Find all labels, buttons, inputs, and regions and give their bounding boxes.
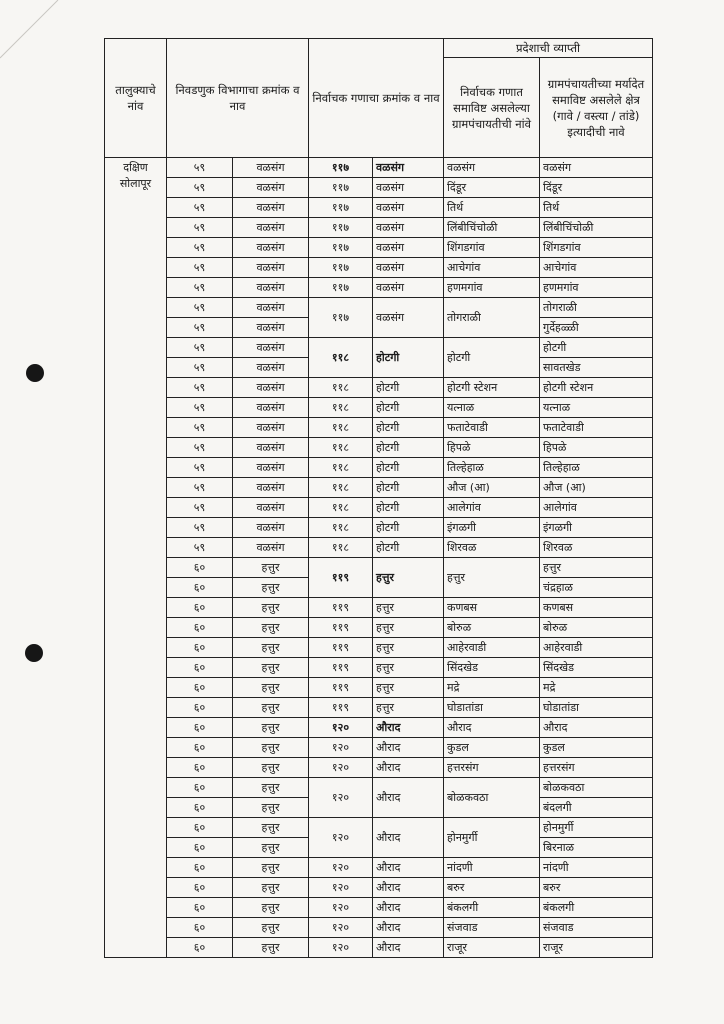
- gan-number: १२०: [309, 878, 373, 898]
- gram-panchayat-name: हत्तरसंग: [444, 758, 540, 778]
- division-number: ५९: [167, 478, 233, 498]
- gan-number: १२०: [309, 818, 373, 858]
- table-row: [105, 218, 653, 238]
- gram-panchayat-name: आलेगांव: [444, 498, 540, 518]
- area-name: आचेगांव: [540, 258, 653, 278]
- gram-panchayat-name: नांदणी: [444, 858, 540, 878]
- gan-name: हत्तुर: [373, 598, 444, 618]
- division-number: ५९: [167, 278, 233, 298]
- table-row: [105, 678, 653, 698]
- area-name: बरुर: [540, 878, 653, 898]
- division-name: हत्तुर: [233, 678, 309, 698]
- division-name: हत्तुर: [233, 598, 309, 618]
- division-number: ६०: [167, 898, 233, 918]
- division-number: ६०: [167, 738, 233, 758]
- gan-number: ११८: [309, 458, 373, 478]
- gan-number: १२०: [309, 938, 373, 958]
- gram-panchayat-name: बोळकवठा: [444, 778, 540, 818]
- division-number: ५९: [167, 418, 233, 438]
- gan-name: वळसंग: [373, 278, 444, 298]
- division-name: वळसंग: [233, 158, 309, 178]
- gan-name: औराद: [373, 818, 444, 858]
- gram-panchayat-name: लिंबीचिंचोळी: [444, 218, 540, 238]
- gan-name: वळसंग: [373, 238, 444, 258]
- division-number: ६०: [167, 858, 233, 878]
- area-name: यत्नाळ: [540, 398, 653, 418]
- gram-panchayat-name: बोरुळ: [444, 618, 540, 638]
- division-name: हत्तुर: [233, 918, 309, 938]
- table-row: [105, 658, 653, 678]
- gan-number: ११८: [309, 378, 373, 398]
- division-name: हत्तुर: [233, 698, 309, 718]
- division-number: ६०: [167, 778, 233, 798]
- division-name: वळसंग: [233, 258, 309, 278]
- gan-number: ११९: [309, 598, 373, 618]
- gan-name: होटगी: [373, 418, 444, 438]
- header-gan: निर्वाचक गणाचा क्रमांक व नाव: [309, 39, 444, 158]
- division-name: हत्तुर: [233, 938, 309, 958]
- gan-number: १२०: [309, 918, 373, 938]
- division-number: ६०: [167, 798, 233, 818]
- division-number: ६०: [167, 758, 233, 778]
- gan-name: होटगी: [373, 498, 444, 518]
- division-number: ६०: [167, 678, 233, 698]
- table-row: [105, 258, 653, 278]
- gram-panchayat-name: आचेगांव: [444, 258, 540, 278]
- division-number: ५९: [167, 438, 233, 458]
- gram-panchayat-name: दिंडूर: [444, 178, 540, 198]
- table-row: [105, 778, 653, 798]
- division-name: वळसंग: [233, 178, 309, 198]
- gan-number: ११७: [309, 298, 373, 338]
- gan-number: ११९: [309, 698, 373, 718]
- constituency-table: [104, 38, 653, 958]
- gan-number: ११८: [309, 338, 373, 378]
- gan-name: वळसंग: [373, 218, 444, 238]
- division-number: ६०: [167, 818, 233, 838]
- table-row: [105, 498, 653, 518]
- table-row: [105, 398, 653, 418]
- division-number: ५९: [167, 498, 233, 518]
- gan-name: हत्तुर: [373, 638, 444, 658]
- division-number: ६०: [167, 698, 233, 718]
- area-name: बोरुळ: [540, 618, 653, 638]
- gan-number: ११७: [309, 258, 373, 278]
- area-name: तोगराळी: [540, 298, 653, 318]
- table-row: [105, 438, 653, 458]
- table-row: [105, 698, 653, 718]
- gan-name: होटगी: [373, 518, 444, 538]
- gan-name: वळसंग: [373, 198, 444, 218]
- area-name: संजवाड: [540, 918, 653, 938]
- gan-name: औराद: [373, 758, 444, 778]
- division-name: वळसंग: [233, 338, 309, 358]
- area-name: होनमुर्गी: [540, 818, 653, 838]
- gram-panchayat-name: औराद: [444, 718, 540, 738]
- division-name: हत्तुर: [233, 838, 309, 858]
- gan-name: औराद: [373, 858, 444, 878]
- gan-number: ११९: [309, 618, 373, 638]
- division-number: ६०: [167, 618, 233, 638]
- table-row: [105, 198, 653, 218]
- gan-name: औराद: [373, 898, 444, 918]
- area-name: लिंबीचिंचोळी: [540, 218, 653, 238]
- division-name: वळसंग: [233, 458, 309, 478]
- division-number: ५९: [167, 398, 233, 418]
- gan-name: हत्तुर: [373, 698, 444, 718]
- division-name: वळसंग: [233, 478, 309, 498]
- gan-name: होटगी: [373, 398, 444, 418]
- gan-name: हत्तुर: [373, 658, 444, 678]
- gram-panchayat-name: तोगराळी: [444, 298, 540, 338]
- gram-panchayat-name: शिरवळ: [444, 538, 540, 558]
- gram-panchayat-name: होटगी: [444, 338, 540, 378]
- division-number: ५९: [167, 158, 233, 178]
- area-name: होटगी: [540, 338, 653, 358]
- division-name: वळसंग: [233, 198, 309, 218]
- area-name: सिंदखेड: [540, 658, 653, 678]
- division-number: ५९: [167, 258, 233, 278]
- area-name: होटगी स्टेशन: [540, 378, 653, 398]
- table-row: [105, 518, 653, 538]
- gan-name: होटगी: [373, 538, 444, 558]
- gram-panchayat-name: सिंदखेड: [444, 658, 540, 678]
- area-name: फताटेवाडी: [540, 418, 653, 438]
- gram-panchayat-name: घोडातांडा: [444, 698, 540, 718]
- division-name: वळसंग: [233, 238, 309, 258]
- division-name: हत्तुर: [233, 638, 309, 658]
- division-name: हत्तुर: [233, 658, 309, 678]
- header-division: निवडणुक विभागाचा क्रमांक व नाव: [167, 39, 309, 158]
- table-row: [105, 858, 653, 878]
- division-number: ५९: [167, 318, 233, 338]
- gan-name: होटगी: [373, 478, 444, 498]
- gan-name: होटगी: [373, 458, 444, 478]
- table-row: [105, 738, 653, 758]
- table-row: [105, 458, 653, 478]
- gram-panchayat-name: तिल्हेहाळ: [444, 458, 540, 478]
- division-name: वळसंग: [233, 358, 309, 378]
- gram-panchayat-name: तिर्थ: [444, 198, 540, 218]
- gan-number: १२०: [309, 718, 373, 738]
- gan-number: ११७: [309, 178, 373, 198]
- division-name: वळसंग: [233, 538, 309, 558]
- division-number: ६०: [167, 718, 233, 738]
- table-row: [105, 638, 653, 658]
- table-row: [105, 718, 653, 738]
- gan-number: ११८: [309, 498, 373, 518]
- division-number: ५९: [167, 518, 233, 538]
- gram-panchayat-name: कुडल: [444, 738, 540, 758]
- page-fold-crease: [0, 0, 60, 60]
- division-number: ६०: [167, 838, 233, 858]
- table-row: [105, 758, 653, 778]
- header-extent: प्रदेशाची व्याप्ती: [444, 39, 653, 58]
- gram-panchayat-name: बंकलगी: [444, 898, 540, 918]
- division-name: वळसंग: [233, 378, 309, 398]
- area-name: बंकलगी: [540, 898, 653, 918]
- gan-name: वळसंग: [373, 258, 444, 278]
- area-name: आहेरवाडी: [540, 638, 653, 658]
- gan-number: १२०: [309, 858, 373, 878]
- table-row: [105, 238, 653, 258]
- gram-panchayat-name: होनमुर्गी: [444, 818, 540, 858]
- gan-number: ११९: [309, 638, 373, 658]
- gram-panchayat-name: यत्नाळ: [444, 398, 540, 418]
- table-row: [105, 918, 653, 938]
- gram-panchayat-name: बरुर: [444, 878, 540, 898]
- gan-number: १२०: [309, 778, 373, 818]
- gan-number: ११८: [309, 518, 373, 538]
- gan-name: औराद: [373, 718, 444, 738]
- area-name: बंदलगी: [540, 798, 653, 818]
- table-row: [105, 158, 653, 178]
- table-row: [105, 558, 653, 578]
- division-number: ५९: [167, 198, 233, 218]
- gan-number: ११९: [309, 678, 373, 698]
- table-row: [105, 478, 653, 498]
- division-number: ६०: [167, 938, 233, 958]
- gram-panchayat-name: शिंगडगांव: [444, 238, 540, 258]
- table-row: [105, 418, 653, 438]
- area-name: मद्रे: [540, 678, 653, 698]
- gan-number: ११९: [309, 558, 373, 598]
- header-taluka: तालुक्याचे नांव: [105, 39, 167, 158]
- division-number: ५९: [167, 298, 233, 318]
- area-name: शिरवळ: [540, 538, 653, 558]
- gan-number: ११७: [309, 218, 373, 238]
- division-name: वळसंग: [233, 518, 309, 538]
- area-name: वळसंग: [540, 158, 653, 178]
- gan-name: वळसंग: [373, 158, 444, 178]
- division-name: वळसंग: [233, 498, 309, 518]
- table-row: [105, 298, 653, 318]
- division-number: ६०: [167, 578, 233, 598]
- gan-name: होटगी: [373, 378, 444, 398]
- gan-name: वळसंग: [373, 298, 444, 338]
- gan-name: औराद: [373, 918, 444, 938]
- header-gp-names: निर्वाचक गणात समाविष्ट असलेल्या ग्रामपंचायतीची नांवे: [444, 58, 540, 158]
- division-name: हत्तुर: [233, 778, 309, 798]
- gan-name: वळसंग: [373, 178, 444, 198]
- gan-name: औराद: [373, 938, 444, 958]
- division-number: ५९: [167, 458, 233, 478]
- area-name: घोडातांडा: [540, 698, 653, 718]
- gan-number: १२०: [309, 758, 373, 778]
- division-name: हत्तुर: [233, 578, 309, 598]
- division-name: वळसंग: [233, 278, 309, 298]
- table-row: [105, 598, 653, 618]
- gan-number: ११७: [309, 158, 373, 178]
- gan-name: हत्तुर: [373, 618, 444, 638]
- gan-number: ११७: [309, 278, 373, 298]
- area-name: हत्तरसंग: [540, 758, 653, 778]
- division-name: वळसंग: [233, 398, 309, 418]
- gan-name: हत्तुर: [373, 558, 444, 598]
- gan-number: ११८: [309, 478, 373, 498]
- gram-panchayat-name: मद्रे: [444, 678, 540, 698]
- gram-panchayat-name: आहेरवाडी: [444, 638, 540, 658]
- division-name: वळसंग: [233, 418, 309, 438]
- division-number: ५९: [167, 218, 233, 238]
- division-name: हत्तुर: [233, 738, 309, 758]
- gram-panchayat-name: हणमगांव: [444, 278, 540, 298]
- division-name: वळसंग: [233, 318, 309, 338]
- area-name: नांदणी: [540, 858, 653, 878]
- division-number: ६०: [167, 558, 233, 578]
- division-number: ५९: [167, 378, 233, 398]
- gan-number: ११८: [309, 418, 373, 438]
- area-name: कुडल: [540, 738, 653, 758]
- gan-number: ११९: [309, 658, 373, 678]
- gram-panchayat-name: हत्तुर: [444, 558, 540, 598]
- gan-number: १२०: [309, 898, 373, 918]
- gan-name: हत्तुर: [373, 678, 444, 698]
- area-name: औज (आ): [540, 478, 653, 498]
- area-name: हणमगांव: [540, 278, 653, 298]
- punch-hole-top: [26, 364, 44, 382]
- gan-name: होटगी: [373, 338, 444, 378]
- division-number: ६०: [167, 638, 233, 658]
- division-number: ६०: [167, 658, 233, 678]
- gan-name: होटगी: [373, 438, 444, 458]
- gan-number: ११८: [309, 538, 373, 558]
- division-number: ५९: [167, 358, 233, 378]
- area-name: औराद: [540, 718, 653, 738]
- header-area-names: ग्रामपंचायतीच्या मर्यादेत समाविष्ट असलेले क्षेत्र (गावे / वस्त्या / तांडे) इत्यादीची नावे: [540, 58, 653, 158]
- gan-number: १२०: [309, 738, 373, 758]
- gram-panchayat-name: होटगी स्टेशन: [444, 378, 540, 398]
- area-name: बिरनाळ: [540, 838, 653, 858]
- gan-name: औराद: [373, 878, 444, 898]
- gram-panchayat-name: संजवाड: [444, 918, 540, 938]
- taluka-name: दक्षिण सोलापूर: [105, 158, 167, 958]
- gram-panchayat-name: हिपळे: [444, 438, 540, 458]
- area-name: इंगळगी: [540, 518, 653, 538]
- area-name: हिपळे: [540, 438, 653, 458]
- gan-name: औराद: [373, 738, 444, 758]
- gram-panchayat-name: कणबस: [444, 598, 540, 618]
- table-row: [105, 878, 653, 898]
- area-name: कणबस: [540, 598, 653, 618]
- gan-name: औराद: [373, 778, 444, 818]
- table-row: [105, 338, 653, 358]
- area-name: तिर्थ: [540, 198, 653, 218]
- division-number: ५९: [167, 338, 233, 358]
- area-name: शिंगडगांव: [540, 238, 653, 258]
- area-name: सावतखेड: [540, 358, 653, 378]
- division-name: हत्तुर: [233, 718, 309, 738]
- division-number: ६०: [167, 598, 233, 618]
- area-name: गुर्देहळ्ळी: [540, 318, 653, 338]
- gan-number: ११८: [309, 398, 373, 418]
- division-name: वळसंग: [233, 218, 309, 238]
- division-number: ५९: [167, 538, 233, 558]
- gram-panchayat-name: वळसंग: [444, 158, 540, 178]
- area-name: बोळकवठा: [540, 778, 653, 798]
- division-name: हत्तुर: [233, 898, 309, 918]
- table-row: [105, 378, 653, 398]
- division-name: हत्तुर: [233, 798, 309, 818]
- table-row: [105, 818, 653, 838]
- table-row: [105, 938, 653, 958]
- gram-panchayat-name: इंगळगी: [444, 518, 540, 538]
- division-number: ५९: [167, 238, 233, 258]
- gan-number: ११८: [309, 438, 373, 458]
- division-name: वळसंग: [233, 438, 309, 458]
- table-row: [105, 278, 653, 298]
- table-row: [105, 898, 653, 918]
- area-name: तिल्हेहाळ: [540, 458, 653, 478]
- area-name: हत्तुर: [540, 558, 653, 578]
- division-name: हत्तुर: [233, 758, 309, 778]
- punch-hole-bottom: [25, 644, 43, 662]
- division-number: ६०: [167, 878, 233, 898]
- division-name: हत्तुर: [233, 558, 309, 578]
- division-name: हत्तुर: [233, 878, 309, 898]
- gram-panchayat-name: औज (आ): [444, 478, 540, 498]
- area-name: राजूर: [540, 938, 653, 958]
- gan-number: ११७: [309, 238, 373, 258]
- area-name: आलेगांव: [540, 498, 653, 518]
- division-number: ६०: [167, 918, 233, 938]
- gram-panchayat-name: राजूर: [444, 938, 540, 958]
- gram-panchayat-name: फताटेवाडी: [444, 418, 540, 438]
- division-number: ५९: [167, 178, 233, 198]
- division-name: वळसंग: [233, 298, 309, 318]
- area-name: दिंडूर: [540, 178, 653, 198]
- division-name: हत्तुर: [233, 618, 309, 638]
- table-row: [105, 618, 653, 638]
- division-name: हत्तुर: [233, 858, 309, 878]
- division-name: हत्तुर: [233, 818, 309, 838]
- gan-number: ११७: [309, 198, 373, 218]
- table-row: [105, 178, 653, 198]
- table-row: [105, 538, 653, 558]
- area-name: चंद्रहाळ: [540, 578, 653, 598]
